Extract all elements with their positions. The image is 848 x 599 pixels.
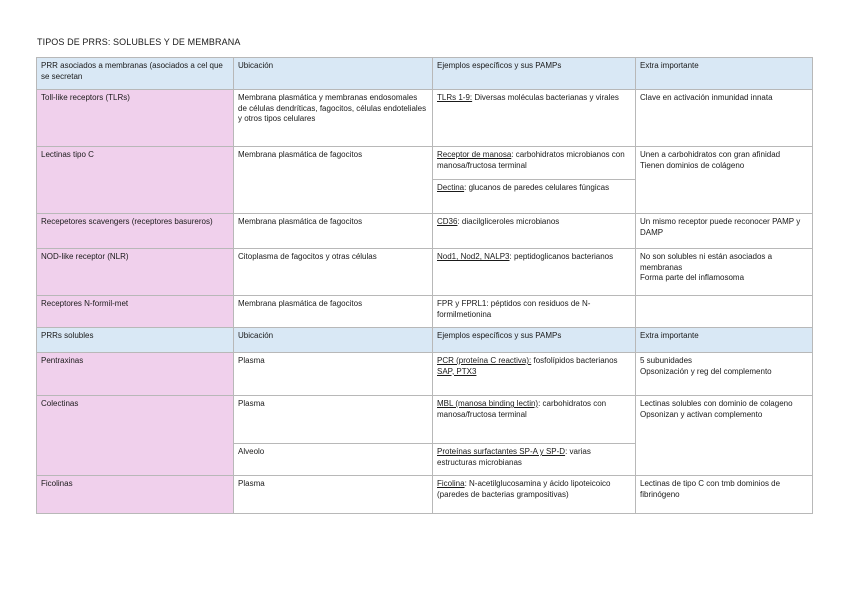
row-name-nlr: NOD-like receptor (NLR) — [37, 249, 234, 296]
row-extra-ficolinas: Lectinas de tipo C con tmb dominios de fibrinógeno — [636, 476, 813, 514]
extra-line: Opsonizan y activan complemento — [640, 409, 763, 419]
example-desc: : peptidoglicanos bacterianos — [509, 252, 614, 261]
row-examples-lectinas-2 — [433, 180, 636, 214]
row-examples-nlr — [433, 249, 636, 296]
row-location-tlr: Membrana plasmática y membranas endosomales de células dendríticas, fagocitos, células endoteliales y otros tipos celulares — [234, 90, 433, 147]
example-desc: : N-acetilglucosamina y ácido lipoteicoico (paredes de bacterias grampositivas) — [437, 479, 611, 499]
extra-line: Unen a carbohidratos con gran afinidad — [640, 150, 781, 159]
prr-table — [36, 57, 813, 514]
example-desc: : varias estructuras microbianas — [437, 447, 591, 467]
example-term: CD36 — [437, 217, 458, 226]
row-name-tlr: Toll-like receptors (TLRs) — [37, 90, 234, 147]
row-extra-nlr — [636, 249, 813, 296]
example-desc: Diversas moléculas bacterianas y virales — [472, 93, 619, 102]
example-term: TLRs 1-9: — [437, 93, 473, 102]
table-row — [37, 90, 813, 147]
row-examples-colectinas-1 — [433, 396, 636, 444]
row-examples-colectinas-2 — [433, 444, 636, 476]
extra-line: Lectinas solubles con dominio de colageno — [640, 399, 793, 408]
row-name-lectinas: Lectinas tipo C — [37, 147, 234, 214]
row-name-ficolinas: Ficolinas — [37, 476, 234, 514]
header-examples: Ejemplos específicos y sus PAMPs — [433, 58, 636, 90]
membrane-header-row — [37, 58, 813, 90]
row-location-nformil: Membrana plasmática de fagocitos — [234, 296, 433, 328]
row-examples-pentraxinas — [433, 353, 636, 396]
row-examples-ficolinas — [433, 476, 636, 514]
table-row — [37, 396, 813, 444]
header-extra: Extra importante — [636, 328, 813, 353]
example-term: Dectina — [437, 183, 465, 192]
header-location: Ubicación — [234, 58, 433, 90]
extra-line: No son solubles ni están asociados a membranas — [640, 252, 773, 272]
extra-line: Tienen dominios de colágeno — [640, 160, 745, 170]
row-extra-pentraxinas — [636, 353, 813, 396]
example-term: Receptor de manosa — [437, 150, 512, 159]
soluble-header-row — [37, 328, 813, 353]
row-location-colectinas-2: Alveolo — [234, 444, 433, 476]
header-prr-soluble: PRRs solubles — [37, 328, 234, 353]
table-row — [37, 249, 813, 296]
row-extra-colectinas — [636, 396, 813, 476]
header-extra: Extra importante — [636, 58, 813, 90]
row-location-scavengers: Membrana plasmática de fagocitos — [234, 214, 433, 249]
table-row — [37, 296, 813, 328]
table-row — [37, 353, 813, 396]
row-extra-nformil — [636, 296, 813, 328]
row-name-colectinas: Colectinas — [37, 396, 234, 476]
row-location-colectinas-1: Plasma — [234, 396, 433, 444]
table-row — [37, 214, 813, 249]
row-examples-lectinas-1 — [433, 147, 636, 180]
row-examples-nformil: FPR y FPRL1: péptidos con residuos de N-formilmetionina — [433, 296, 636, 328]
example-desc: fosfolípidos bacterianos — [531, 356, 618, 365]
extra-line: Opsonización y reg del complemento — [640, 366, 772, 376]
row-name-nformil: Receptores N-formil-met — [37, 296, 234, 328]
table-row — [37, 147, 813, 180]
row-extra-lectinas — [636, 147, 813, 214]
example-term: Ficolina — [437, 479, 465, 488]
example-term: PCR (proteína C reactiva): — [437, 356, 532, 365]
row-extra-scavengers: Un mismo receptor puede reconocer PAMP y DAMP — [636, 214, 813, 249]
row-location-lectinas: Membrana plasmática de fagocitos — [234, 147, 433, 214]
header-examples: Ejemplos específicos y sus PAMPs — [433, 328, 636, 353]
row-name-pentraxinas: Pentraxinas — [37, 353, 234, 396]
row-location-pentraxinas: Plasma — [234, 353, 433, 396]
table-row — [37, 476, 813, 514]
row-examples-scavengers — [433, 214, 636, 249]
example-term: MBL (manosa binding lectin) — [437, 399, 539, 408]
document-title: TIPOS DE PRRS: SOLUBLES Y DE MEMBRANA — [37, 37, 241, 47]
example-desc: : diacilgliceroles microbianos — [457, 217, 560, 226]
row-extra-tlr: Clave en activación inmunidad innata — [636, 90, 813, 147]
row-location-ficolinas: Plasma — [234, 476, 433, 514]
header-location: Ubicación — [234, 328, 433, 353]
example-term: SAP, PTX3 — [437, 366, 477, 376]
example-term: Nod1, Nod2, NALP3 — [437, 252, 510, 261]
example-desc: : carbohidratos microbianos con manosa/fructosa terminal — [437, 150, 625, 170]
row-examples-tlr — [433, 90, 636, 147]
example-desc: : carbohidratos con manosa/fructosa terminal — [437, 399, 607, 419]
extra-line: Forma parte del inflamosoma — [640, 273, 745, 282]
example-desc: : glucanos de paredes celulares fúngicas — [464, 183, 610, 192]
row-location-nlr: Citoplasma de fagocitos y otras células — [234, 249, 433, 296]
header-prr-membrane: PRR asociados a membranas (asociados a cel que se secretan — [37, 58, 234, 90]
row-name-scavengers: Recepetores scavengers (receptores basureros) — [37, 214, 234, 249]
example-term: Proteínas surfactantes SP-A y SP-D — [437, 447, 566, 456]
extra-line: 5 subunidades — [640, 356, 693, 365]
